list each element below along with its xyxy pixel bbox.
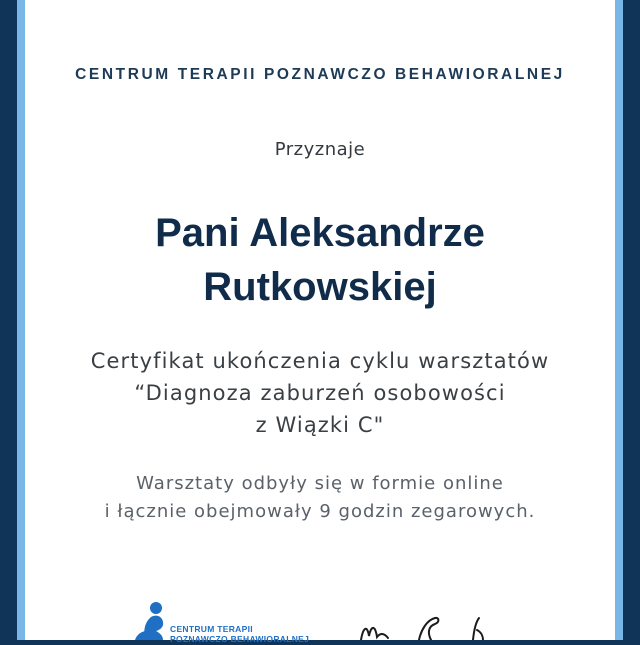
thinker-figure-icon bbox=[125, 600, 173, 640]
logo-text-line-2: POZNAWCZO BEHAWIORALNEJ bbox=[170, 634, 310, 644]
awards-text: Przyznaje bbox=[274, 139, 366, 160]
description-line-1: Certyfikat ukończenia cyklu warsztatów bbox=[90, 349, 550, 373]
logo-text-line-1: CENTRUM TERAPII bbox=[170, 624, 253, 634]
recipient-name-line-2: Rutkowskiej bbox=[203, 265, 437, 309]
certificate-description bbox=[25, 345, 615, 441]
certificate-paper bbox=[25, 0, 615, 644]
recipient-name-line-1: Pani Aleksandrze bbox=[155, 211, 485, 255]
recipient-name bbox=[25, 206, 615, 314]
description-line-3: z Wiązki C" bbox=[255, 413, 385, 437]
workshop-note bbox=[25, 470, 615, 526]
description-line-2: “Diagnoza zaburzeń osobowości bbox=[134, 381, 506, 405]
handwritten-signature bbox=[355, 610, 515, 640]
logo-text bbox=[170, 624, 309, 644]
note-line-1: Warsztaty odbyły się w formie online bbox=[136, 473, 504, 494]
organization-logo bbox=[125, 600, 325, 644]
organization-header: CENTRUM TERAPII POZNAWCZO BEHAWIORALNEJ bbox=[75, 66, 565, 83]
note-line-2: i łącznie obejmowały 9 godzin zegarowych. bbox=[104, 501, 536, 522]
